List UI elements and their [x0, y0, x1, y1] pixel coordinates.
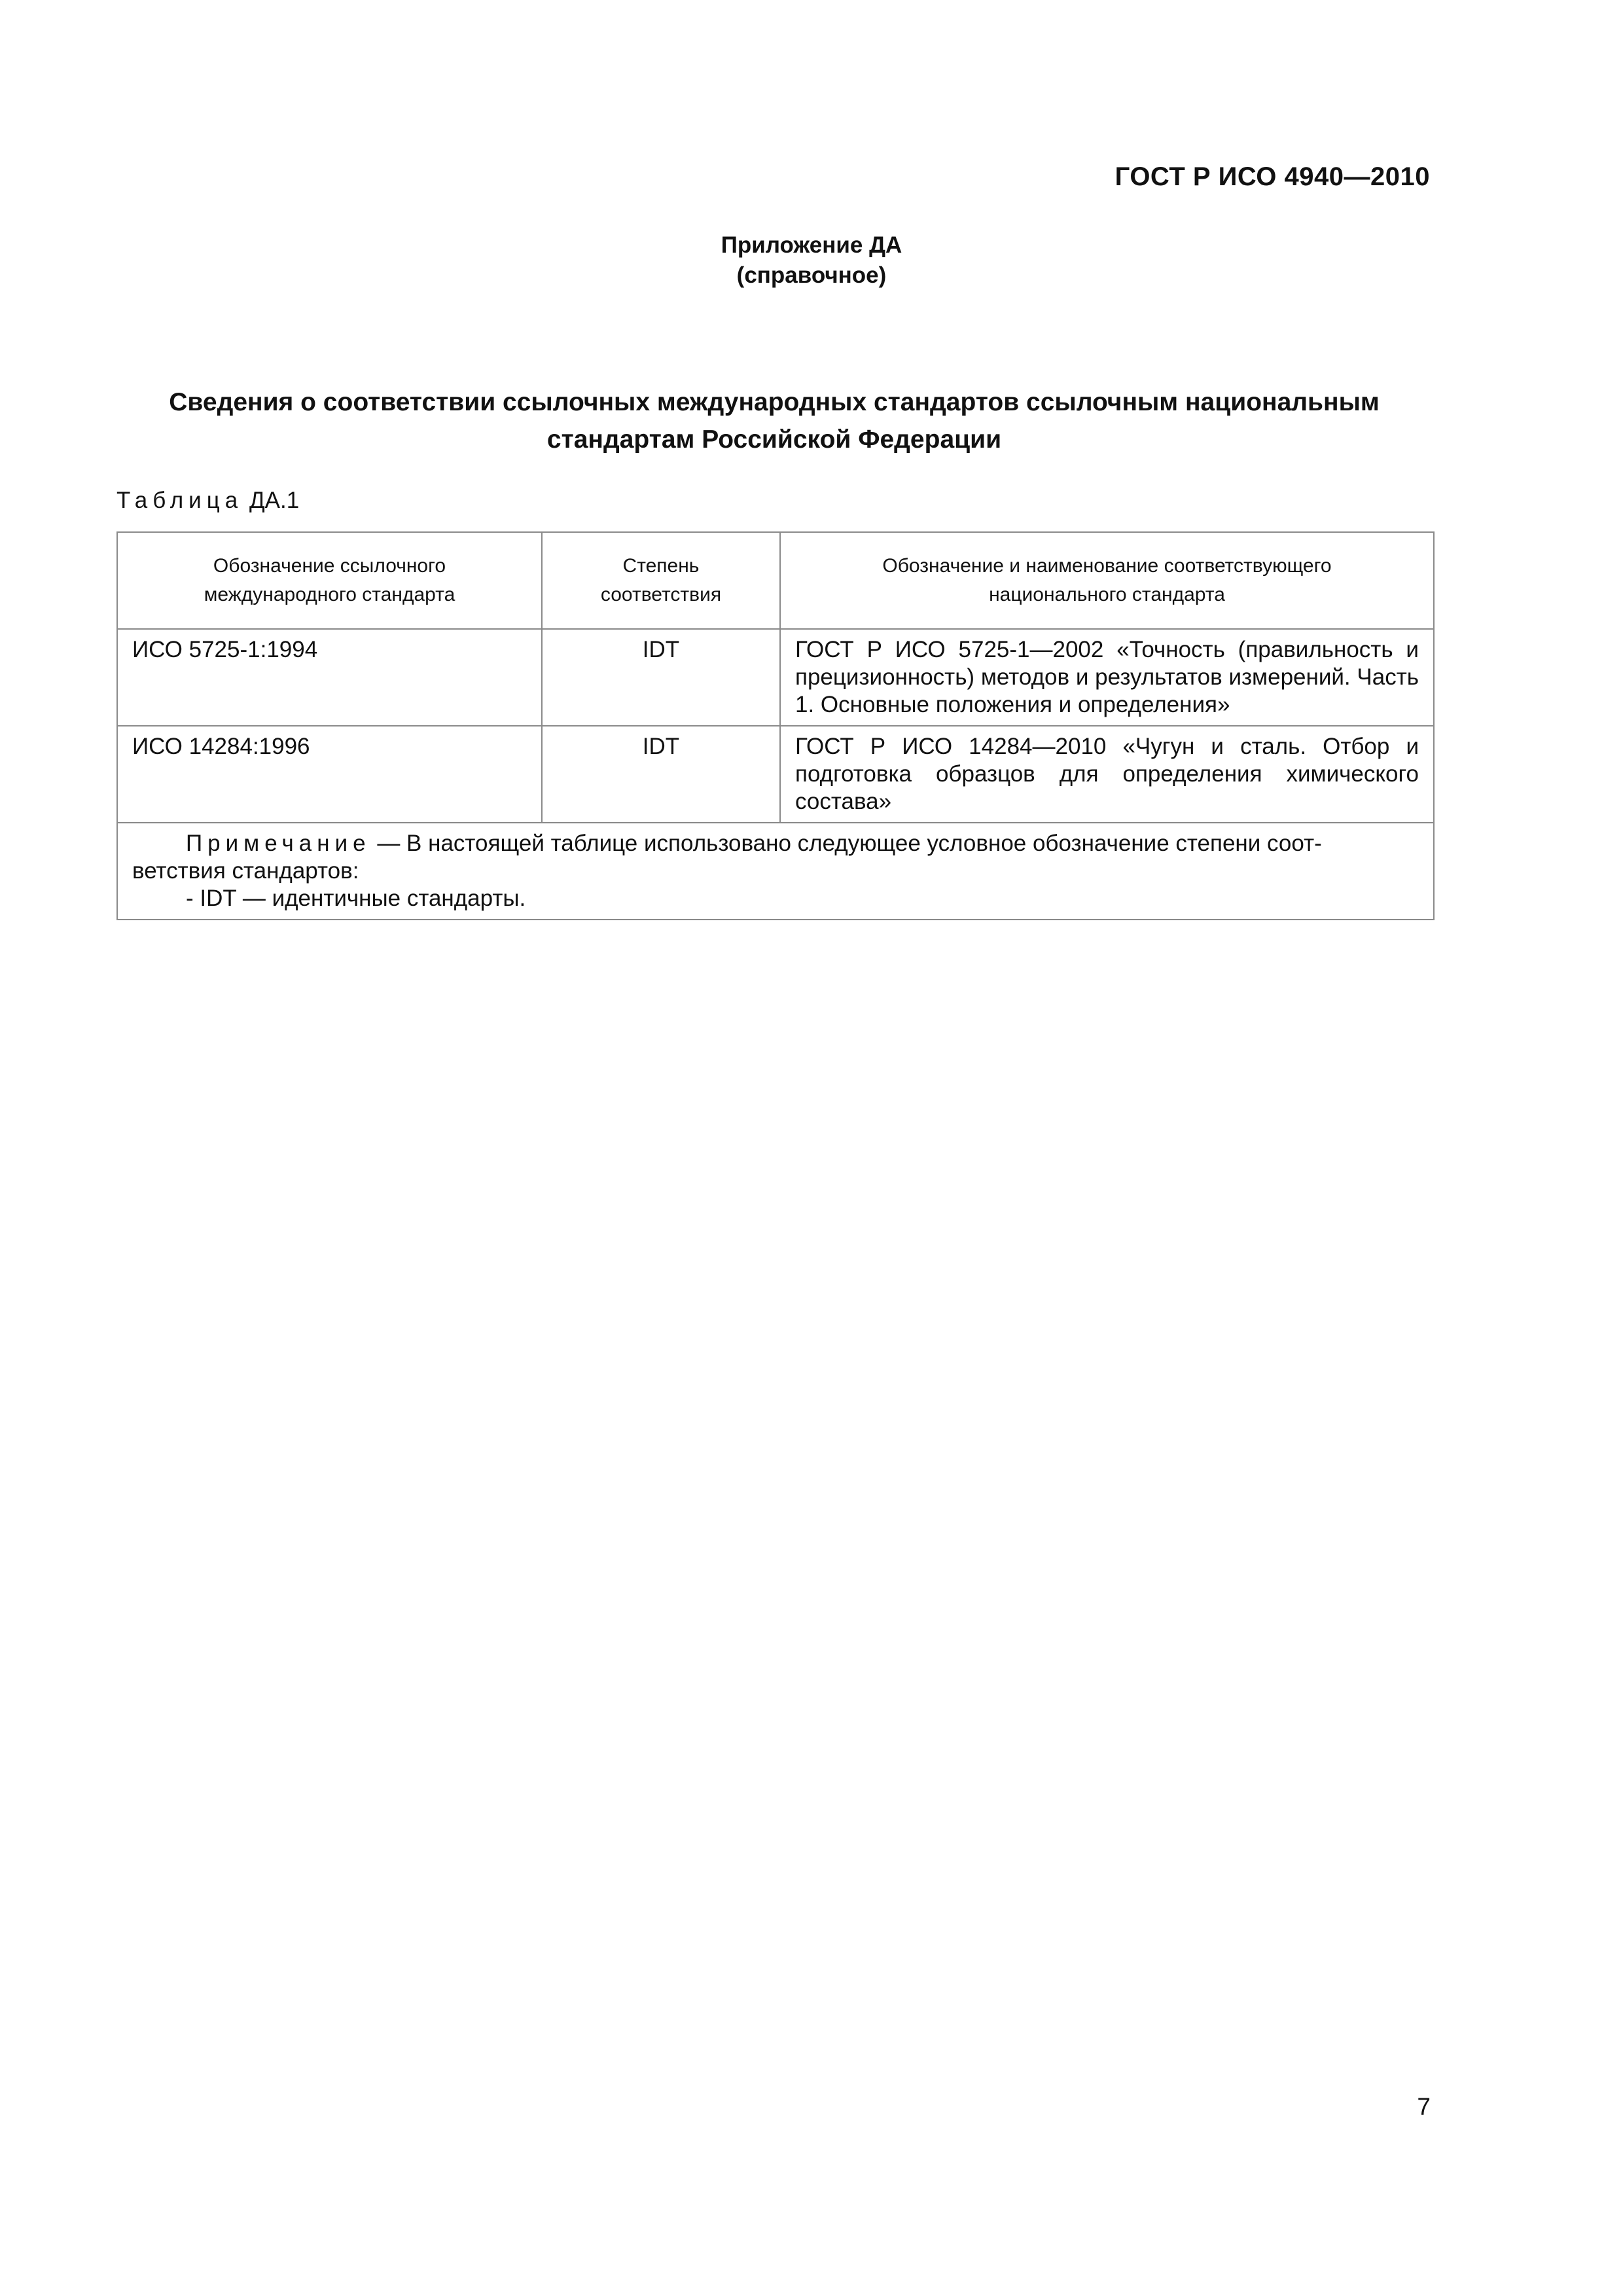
section-title-line-2: стандартам Российской Федерации [546, 425, 1002, 454]
degree-cell: IDT [542, 726, 780, 823]
national-standard-cell: ГОСТ Р ИСО 14284—2010 «Чугун и сталь. Отбор и подготовка образцов для определения химического состава» [780, 726, 1434, 823]
note-text-line-1: — В настоящей таблице использовано следующее условное обозначение степени соот- [370, 831, 1322, 856]
table-caption-word: Таблица [116, 488, 243, 513]
page-number: 7 [1417, 2093, 1431, 2120]
table-row [117, 629, 1434, 726]
table-note [117, 823, 1434, 920]
table-row [117, 726, 1434, 823]
annex-heading [0, 230, 1623, 291]
note-item: - IDT — идентичные стандарты. [186, 886, 526, 911]
degree-cell: IDT [542, 629, 780, 726]
annex-title: Приложение ДА [721, 232, 902, 258]
table-caption-number: ДА.1 [249, 488, 300, 513]
section-title-line-1: Сведения о соответствии ссылочных международных стандартов ссылочным национальным [169, 388, 1380, 416]
annex-subtitle: (справочное) [736, 262, 887, 288]
section-title [116, 384, 1432, 458]
international-standard-cell: ИСО 5725-1:1994 [117, 629, 542, 726]
international-standard-cell: ИСО 14284:1996 [117, 726, 542, 823]
header-degree-of-correspondence: Степень соответствия [542, 532, 780, 629]
table-note-row [117, 823, 1434, 920]
national-standard-cell: ГОСТ Р ИСО 5725-1—2002 «Точность (правильность и прецизионность) методов и результатов измерений. Часть 1. Основные положения и определения» [780, 629, 1434, 726]
header-national-standard: Обозначение и наименование соответствующего национального стандарта [780, 532, 1434, 629]
header-international-standard: Обозначение ссылочного международного стандарта [117, 532, 542, 629]
correspondence-table [116, 531, 1435, 920]
table-header-row [117, 532, 1434, 629]
table-caption [116, 488, 299, 514]
note-label: Примечание [186, 831, 371, 856]
document-code: ГОСТ Р ИСО 4940—2010 [1115, 162, 1430, 191]
note-text-line-2: ветствия стандартов: [132, 858, 359, 884]
